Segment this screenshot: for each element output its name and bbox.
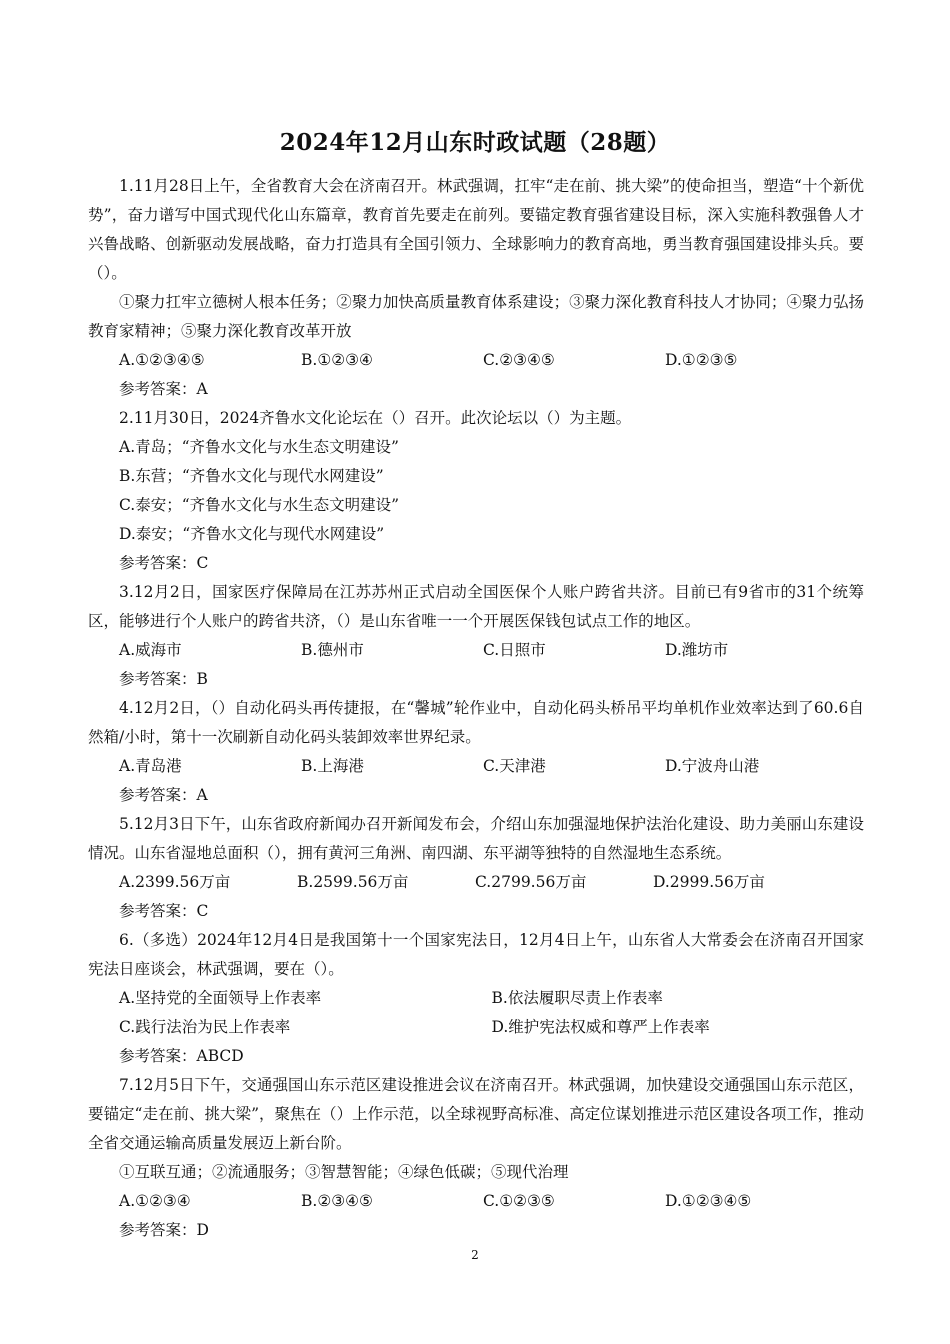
question-3-options [88, 636, 864, 665]
option-c: C.日照市 [483, 641, 546, 659]
option-c: C.②③④⑤ [483, 351, 555, 369]
option-c: C.泰安；“齐鲁水文化与水生态文明建设” [119, 496, 400, 514]
question-5-answer: 参考答案：C [119, 902, 209, 920]
option-d: D.2999.56万亩 [653, 873, 765, 891]
question-1-statements: ①聚力扛牢立德树人根本任务；②聚力加快高质量教育体系建设；③聚力深化教育科技人才协同；④聚力弘扬教育家精神；⑤聚力深化教育改革开放 [88, 293, 864, 340]
question-1-answer: 参考答案：A [119, 380, 208, 398]
option-c: C.2799.56万亩 [475, 873, 587, 891]
question-7-statements: ①互联互通；②流通服务；③智慧智能；④绿色低碳；⑤现代治理 [119, 1163, 569, 1181]
page-title: 2024年12月山东时政试题（28题） [279, 129, 671, 156]
option-b: B.②③④⑤ [301, 1192, 373, 1210]
question-5-stem: 5.12月3日下午，山东省政府新闻办召开新闻发布会，介绍山东加强湿地保护法治化建设、助力美丽山东建设情况。山东省湿地总面积（），拥有黄河三角洲、南四湖、东平湖等独特的自然湿地生态系统。 [88, 815, 864, 862]
option-a: A.①②③④ [119, 1192, 191, 1210]
option-d: D.①②③⑤ [665, 351, 738, 369]
option-c: C.天津港 [483, 757, 546, 775]
option-d: D.潍坊市 [665, 641, 729, 659]
question-1-options [88, 346, 864, 375]
question-4-stem: 4.12月2日，（）自动化码头再传捷报，在“馨城”轮作业中，自动化码头桥吊平均单机作业效率达到了60.6自然箱/小时，第十一次刷新自动化码头装卸效率世界纪录。 [88, 699, 864, 746]
option-d: D.泰安；“齐鲁水文化与现代水网建设” [119, 525, 385, 543]
option-a: A.青岛；“齐鲁水文化与水生态文明建设” [119, 438, 399, 456]
option-b: B.①②③④ [301, 351, 373, 369]
option-b: B.依法履职尽责上作表率 [491, 989, 663, 1007]
option-c: C.①②③⑤ [483, 1192, 555, 1210]
question-6-stem: 6.（多选）2024年12月4日是我国第十一个国家宪法日，12月4日上午，山东省人大常委会在济南召开国家宪法日座谈会，林武强调，要在（）。 [88, 931, 864, 978]
option-c: C.践行法治为民上作表率 [119, 1018, 291, 1036]
question-2-answer: 参考答案：C [119, 554, 209, 572]
question-3-stem: 3.12月2日，国家医疗保障局在江苏苏州正式启动全国医保个人账户跨省共济。目前已有9省市的31个统筹区，能够进行个人账户的跨省共济，（）是山东省唯一一个开展医保钱包试点工作的地区。 [88, 583, 864, 630]
question-6-options-row-2 [88, 1013, 864, 1042]
option-a: A.2399.56万亩 [119, 873, 231, 891]
option-b: B.德州市 [301, 641, 364, 659]
question-7-stem: 7.12月5日下午，交通强国山东示范区建设推进会议在济南召开。林武强调，加快建设交通强国山东示范区，要锚定“走在前、挑大梁”，聚焦在（）上作示范，以全球视野高标准、高定位谋划推进示范区建设各项工作，推动全省交通运输高质量发展迈上新台阶。 [88, 1076, 864, 1152]
question-4-answer: 参考答案：A [119, 786, 208, 804]
question-7-answer: 参考答案：D [119, 1221, 209, 1239]
question-1-stem: 1.11月28日上午，全省教育大会在济南召开。林武强调，扛牢“走在前、挑大梁”的使命担当，塑造“十个新优势”，奋力谱写中国式现代化山东篇章，教育首先要走在前列。要锚定教育强省建设目标，深入实施科教强鲁人才兴鲁战略、创新驱动发展战略，奋力打造具有全国引领力、全球影响力的教育高地，勇当教育强国建设排头兵。要（）。 [88, 177, 864, 282]
question-7-options [88, 1187, 864, 1216]
option-a: A.坚持党的全面领导上作表率 [119, 989, 322, 1007]
option-b: B.上海港 [301, 757, 364, 775]
question-3-answer: 参考答案：B [119, 670, 208, 688]
option-a: A.青岛港 [119, 757, 182, 775]
option-a: A.①②③④⑤ [119, 351, 205, 369]
option-b: B.东营；“齐鲁水文化与现代水网建设” [119, 467, 384, 485]
question-2-stem: 2.11月30日，2024齐鲁水文化论坛在（）召开。此次论坛以（）为主题。 [119, 409, 632, 427]
question-6-answer: 参考答案：ABCD [119, 1047, 244, 1065]
question-6-options-row-1 [88, 984, 864, 1013]
option-b: B.2599.56万亩 [297, 873, 409, 891]
option-d: D.维护宪法权威和尊严上作表率 [491, 1018, 710, 1036]
question-list [88, 172, 864, 1245]
option-a: A.威海市 [119, 641, 182, 659]
option-d: D.宁波舟山港 [665, 757, 760, 775]
question-5-options [88, 868, 864, 897]
option-d: D.①②③④⑤ [665, 1192, 752, 1210]
page-number: 2 [471, 1248, 479, 1262]
question-4-options [88, 752, 864, 781]
